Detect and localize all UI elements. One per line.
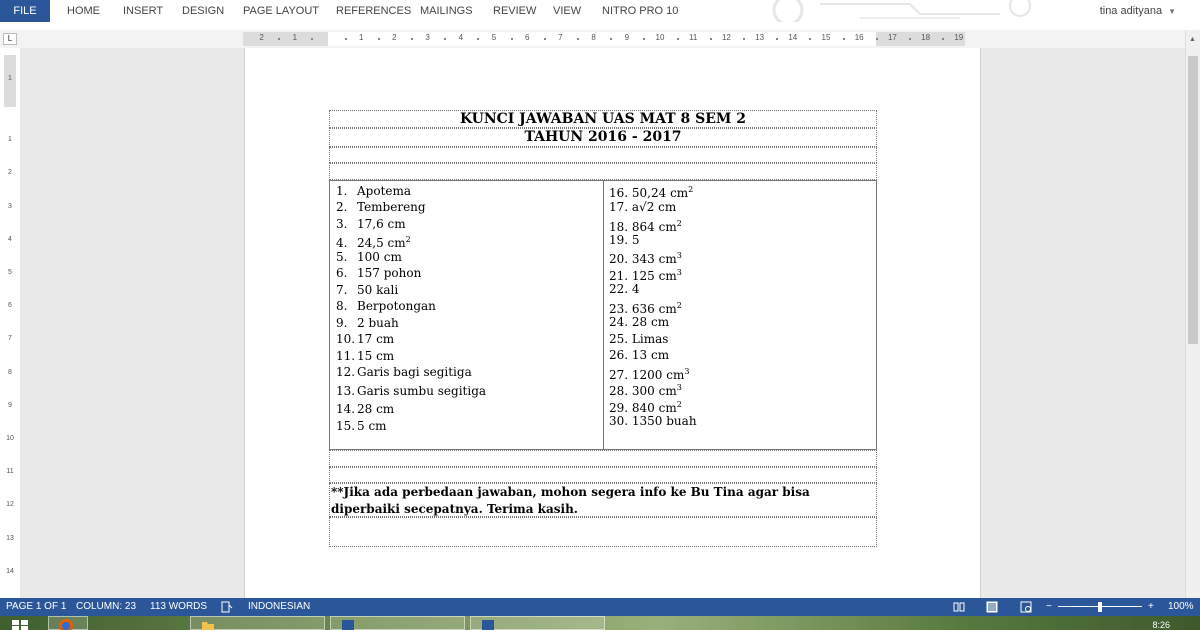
ruler-label: 9 bbox=[624, 33, 630, 42]
answer-item bbox=[336, 401, 394, 417]
column-indicator[interactable]: COLUMN: 23 bbox=[76, 601, 137, 612]
year-row bbox=[329, 128, 877, 147]
answer-item bbox=[336, 348, 394, 364]
word-count[interactable]: 113 WORDS bbox=[150, 601, 208, 612]
answer-text: 20. 343 cm bbox=[609, 252, 677, 266]
ribbon-tab-bar bbox=[0, 0, 1200, 22]
zoom-in-button[interactable]: + bbox=[1148, 601, 1154, 612]
tab-view[interactable]: VIEW bbox=[553, 5, 582, 17]
answer-item bbox=[336, 265, 421, 281]
vertical-ruler-label: 1 bbox=[8, 75, 12, 82]
answer-text: 50 kali bbox=[357, 283, 399, 297]
answer-text: 27. 1200 cm bbox=[609, 368, 685, 382]
answer-text: 19. 5 bbox=[609, 233, 640, 247]
answer-item bbox=[336, 183, 411, 199]
answer-item bbox=[609, 232, 640, 248]
ruler-label: 3 bbox=[425, 33, 430, 42]
taskbar bbox=[0, 616, 1200, 630]
answer-item bbox=[336, 298, 436, 314]
answer-number: 13. bbox=[336, 384, 356, 398]
ruler-tick bbox=[311, 38, 313, 40]
ruler-label: 19 bbox=[954, 33, 964, 42]
answer-text: 25. Limas bbox=[609, 332, 669, 346]
answer-text: Apotema bbox=[357, 184, 412, 198]
tab-design[interactable]: DESIGN bbox=[182, 5, 225, 17]
answer-number: 1. bbox=[336, 184, 348, 198]
empty-row bbox=[329, 467, 877, 483]
language-indicator[interactable]: INDONESIAN bbox=[248, 601, 311, 612]
vertical-ruler-label: 11 bbox=[6, 468, 14, 476]
ruler-label: 5 bbox=[491, 33, 497, 42]
answer-exponent: 2 bbox=[405, 235, 411, 244]
ruler-tick bbox=[643, 38, 645, 40]
answer-item bbox=[336, 216, 406, 232]
vertical-ruler-label: 5 bbox=[8, 269, 12, 276]
answer-text: 29. 840 cm bbox=[609, 401, 677, 415]
doc-year: TAHUN 2016 - 2017 bbox=[524, 129, 682, 145]
answer-exponent: 3 bbox=[676, 383, 682, 392]
answers-grid bbox=[329, 180, 877, 450]
answer-text: 5 cm bbox=[357, 419, 387, 433]
vertical-ruler-label: 7 bbox=[8, 335, 12, 343]
vertical-ruler-label: 4 bbox=[8, 235, 12, 243]
answer-text: 157 pohon bbox=[357, 266, 422, 280]
answer-item bbox=[336, 282, 398, 298]
windows-start-icon[interactable] bbox=[8, 618, 32, 630]
answer-exponent: 3 bbox=[676, 268, 682, 277]
tab-file[interactable]: FILE bbox=[0, 0, 50, 22]
answer-text: 18. 864 cm bbox=[609, 220, 677, 234]
ruler-label: 7 bbox=[558, 33, 563, 42]
answer-text: Tembereng bbox=[357, 200, 426, 214]
doc-title: KUNCI JAWABAN UAS MAT 8 SEM 2 bbox=[459, 111, 747, 127]
scrollbar-thumb[interactable] bbox=[1188, 56, 1198, 344]
clock[interactable]: 8:26 bbox=[1152, 620, 1170, 630]
zoom-level[interactable]: 100% bbox=[1168, 601, 1194, 612]
web-layout-icon[interactable] bbox=[1020, 601, 1032, 613]
vertical-ruler-label: 12 bbox=[6, 501, 14, 509]
page-count[interactable]: PAGE 1 OF 1 bbox=[6, 601, 67, 612]
vertical-ruler-label: 1 bbox=[8, 136, 12, 144]
answer-item bbox=[336, 315, 399, 331]
ruler-tick bbox=[444, 38, 446, 40]
vertical-ruler-label: 6 bbox=[8, 302, 12, 310]
ruler-label: 10 bbox=[655, 33, 665, 42]
scroll-up-icon[interactable]: ▲ bbox=[1189, 36, 1196, 43]
title-row bbox=[329, 110, 877, 128]
tab-mailings[interactable]: MAILINGS bbox=[420, 5, 473, 17]
word-taskbar-button-1[interactable] bbox=[330, 616, 465, 630]
ruler-tick bbox=[710, 38, 712, 40]
answer-text: 22. 4 bbox=[609, 282, 640, 296]
answer-text: 21. 125 cm bbox=[609, 269, 677, 283]
answer-exponent: 2 bbox=[676, 219, 682, 228]
ruler-tick bbox=[477, 38, 479, 40]
answer-exponent: 2 bbox=[676, 400, 682, 409]
chevron-down-icon: ▼ bbox=[1168, 7, 1176, 16]
answer-text: 2 buah bbox=[357, 316, 399, 330]
ruler-tick bbox=[677, 38, 679, 40]
vertical-ruler-label: 9 bbox=[8, 401, 12, 409]
answer-number: 15. bbox=[336, 419, 356, 433]
empty-row bbox=[329, 517, 877, 547]
ruler-tick bbox=[544, 38, 546, 40]
ruler-label: 18 bbox=[921, 33, 931, 42]
proofing-icon[interactable] bbox=[221, 601, 233, 613]
tab-nitro-pro[interactable]: NITRO PRO 10 bbox=[602, 5, 679, 17]
ruler-tick bbox=[909, 38, 911, 40]
answer-text: 100 cm bbox=[357, 250, 402, 264]
answer-text: 17 cm bbox=[357, 332, 395, 346]
ruler-label: 4 bbox=[458, 33, 464, 42]
status-bar bbox=[0, 598, 1200, 616]
ruler-tick bbox=[577, 38, 579, 40]
ruler-label: 12 bbox=[721, 33, 731, 42]
answer-number: 6. bbox=[336, 266, 348, 280]
tab-home[interactable]: HOME bbox=[67, 5, 100, 17]
ruler-label: 17 bbox=[887, 33, 897, 42]
tab-review[interactable]: REVIEW bbox=[493, 5, 537, 17]
word-icon bbox=[481, 619, 495, 630]
empty-row bbox=[329, 163, 877, 180]
tab-insert[interactable]: INSERT bbox=[123, 5, 164, 17]
ruler-tick bbox=[610, 38, 612, 40]
answer-text: Garis sumbu segitiga bbox=[357, 384, 487, 398]
answer-item bbox=[336, 331, 394, 347]
answer-exponent: 3 bbox=[676, 251, 682, 260]
answer-item bbox=[609, 199, 676, 215]
ruler-tick bbox=[876, 38, 878, 40]
answer-item bbox=[609, 347, 669, 363]
empty-row bbox=[329, 450, 877, 467]
zoom-slider-thumb[interactable] bbox=[1098, 602, 1102, 612]
answer-text: 30. 1350 buah bbox=[609, 414, 697, 428]
tab-page-layout[interactable]: PAGE LAYOUT bbox=[243, 5, 320, 17]
firefox-taskbar-button[interactable] bbox=[48, 616, 88, 630]
ruler-label: 2 bbox=[392, 33, 397, 42]
vertical-ruler-label: 10 bbox=[6, 435, 14, 442]
note-row bbox=[329, 483, 877, 517]
answer-text: 28. 300 cm bbox=[609, 384, 677, 398]
vertical-ruler-label: 13 bbox=[6, 534, 14, 542]
answer-number: 11. bbox=[336, 349, 356, 363]
user-name: tina adityana bbox=[1099, 5, 1163, 17]
answer-number: 9. bbox=[336, 316, 348, 330]
horizontal-ruler[interactable] bbox=[243, 32, 965, 46]
answer-number: 4. bbox=[336, 236, 348, 250]
answer-number: 12. bbox=[336, 365, 356, 379]
ruler-label: 14 bbox=[788, 33, 798, 42]
ruler-tick bbox=[843, 38, 845, 40]
ruler-label: 15 bbox=[821, 33, 831, 42]
zoom-out-button[interactable]: − bbox=[1046, 601, 1052, 612]
empty-row bbox=[329, 147, 877, 163]
ruler-tick bbox=[942, 38, 944, 40]
ruler-tick bbox=[776, 38, 778, 40]
vertical-ruler-label: 2 bbox=[8, 169, 12, 177]
vertical-ruler[interactable] bbox=[4, 55, 16, 595]
ruler-tick bbox=[345, 38, 347, 40]
answer-text: 16. 50,24 cm bbox=[609, 186, 689, 200]
answer-item bbox=[609, 331, 668, 347]
answer-text: 15 cm bbox=[357, 349, 395, 363]
ruler-label: 16 bbox=[854, 33, 864, 42]
answer-text: 24,5 cm bbox=[357, 236, 406, 250]
read-mode-icon[interactable] bbox=[953, 601, 965, 613]
ruler-tick bbox=[411, 38, 413, 40]
answer-text: 23. 636 cm bbox=[609, 302, 677, 316]
answers-left-column bbox=[330, 181, 604, 449]
answer-text: Garis bagi segitiga bbox=[357, 365, 472, 379]
answer-item bbox=[336, 199, 426, 215]
answer-item bbox=[609, 281, 640, 297]
vertical-ruler-label: 3 bbox=[8, 202, 12, 210]
user-account[interactable] bbox=[1100, 0, 1176, 22]
circuit-pattern-decoration bbox=[760, 0, 1060, 22]
answer-text: 24. 28 cm bbox=[609, 315, 670, 329]
ruler-label: 1 bbox=[292, 33, 298, 42]
answer-number: 14. bbox=[336, 402, 356, 416]
ruler-tick bbox=[743, 38, 745, 40]
answer-number: 10. bbox=[336, 332, 356, 346]
answer-item bbox=[336, 383, 486, 399]
answer-item bbox=[609, 314, 669, 330]
ruler-tick bbox=[809, 38, 811, 40]
answer-text: 26. 13 cm bbox=[609, 348, 670, 362]
ruler-tick bbox=[511, 38, 513, 40]
answer-number: 3. bbox=[336, 217, 348, 231]
answer-text: 28 cm bbox=[357, 402, 395, 416]
ruler-tick bbox=[378, 38, 380, 40]
tab-references[interactable]: REFERENCES bbox=[336, 5, 412, 17]
ruler-label: 8 bbox=[591, 33, 596, 42]
word-icon bbox=[341, 619, 355, 630]
ruler-tick bbox=[278, 38, 280, 40]
answer-text: 17,6 cm bbox=[357, 217, 406, 231]
vertical-ruler-text-area bbox=[4, 107, 16, 595]
answer-number: 7. bbox=[336, 283, 348, 297]
answer-exponent: 3 bbox=[684, 367, 690, 376]
answer-item bbox=[336, 249, 402, 265]
answer-exponent: 2 bbox=[688, 185, 694, 194]
ruler-label: 13 bbox=[755, 33, 765, 42]
word-taskbar-button-2[interactable] bbox=[470, 616, 605, 630]
answer-item bbox=[336, 418, 387, 434]
ruler-label: 2 bbox=[259, 33, 264, 42]
folder-taskbar-button[interactable] bbox=[190, 616, 325, 630]
ruler-label: 1 bbox=[358, 33, 364, 42]
horizontal-ruler-bar bbox=[0, 30, 1200, 48]
answer-number: 2. bbox=[336, 200, 348, 214]
folder-icon bbox=[201, 619, 215, 630]
answer-exponent: 2 bbox=[676, 301, 682, 310]
print-layout-icon[interactable] bbox=[986, 601, 998, 613]
ruler-label: 6 bbox=[524, 33, 530, 42]
vertical-ruler-label: 8 bbox=[8, 368, 12, 376]
vertical-ruler-label: 14 bbox=[6, 567, 14, 575]
answer-item bbox=[336, 364, 472, 380]
vertical-scrollbar[interactable] bbox=[1185, 30, 1200, 598]
answer-text: Berpotongan bbox=[357, 299, 436, 313]
answer-item bbox=[609, 413, 697, 429]
answers-right-column bbox=[604, 181, 876, 449]
answer-number: 5. bbox=[336, 250, 348, 264]
firefox-icon bbox=[58, 618, 74, 630]
tab-selector[interactable]: L bbox=[3, 33, 17, 45]
answer-number: 8. bbox=[336, 299, 348, 313]
answer-text: 17. a√2 cm bbox=[609, 200, 677, 214]
ruler-label: 11 bbox=[689, 33, 698, 42]
note-text: **Jika ada perbedaan jawaban, mohon segera info ke Bu Tina agar bisa diperbaiki secepatnya. Terima kasih. bbox=[331, 485, 810, 516]
